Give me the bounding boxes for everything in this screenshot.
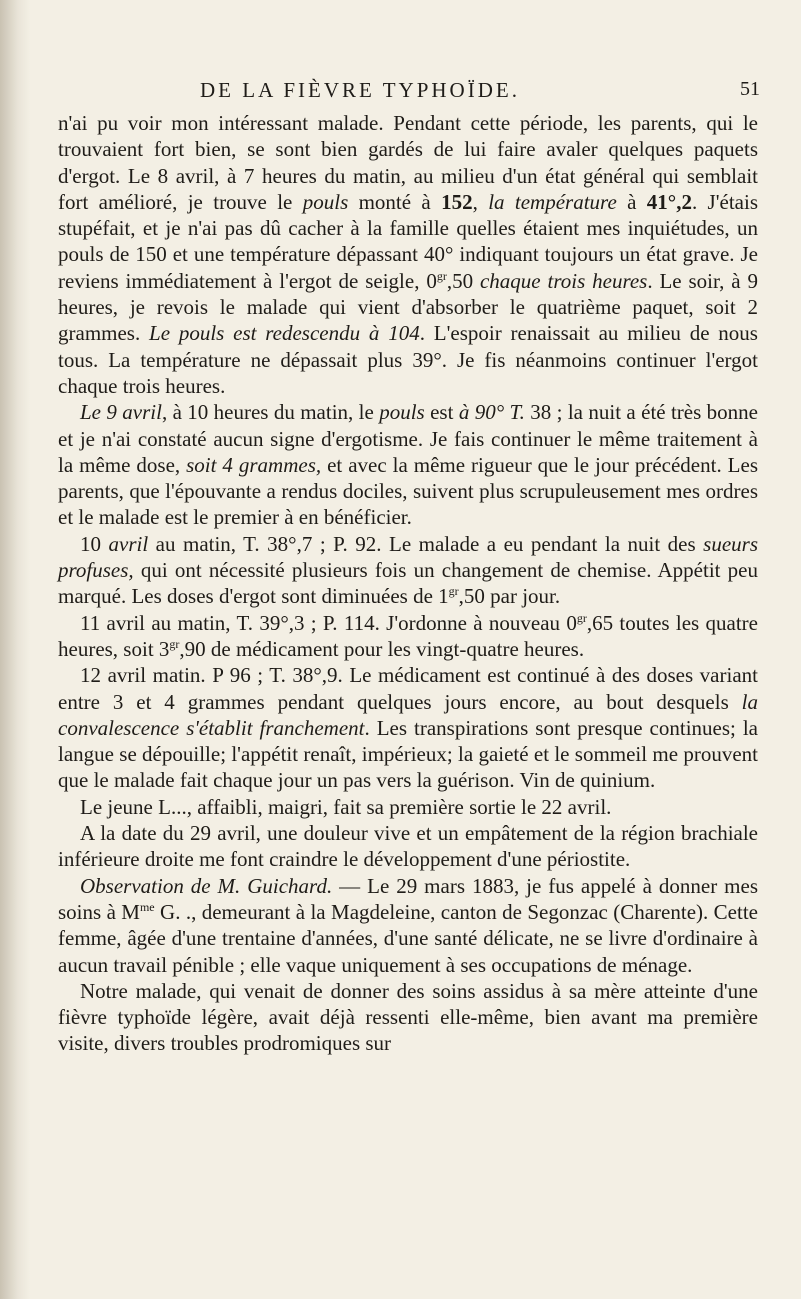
- paragraph-5: 12 avril matin. P 96 ; T. 38°,9. Le médicament est continué à des doses variant entre 3 et 4 grammes pendant quelques jours encore, au bout desquels la convalescence s'établit franchement. Les transpirations sont presque continues; la langue se dépouille; l'appétit renaît, impérieux; la gaieté et le sommeil me prouvent que le malade fait chaque jour un pas vers la guérison. Vin de quinium.: [58, 663, 759, 793]
- paragraph-3: 10 avril au matin, T. 38°,7 ; P. 92. Le malade a eu pendant la nuit des sueurs profuses, qui ont nécessité plusieurs fois un changement de chemise. Appétit peu marqué. Les doses d'ergot sont diminuées de $1^{gr},50$ par jour.: [58, 531, 758, 609]
- body-text: [58, 110, 758, 1057]
- paragraph-1: n'ai pu voir mon intéressant malade. Pendant cette période, les parents, qui le trouvaient fort bien, se sont bien gardés de lui faire avaler quelques paquets d'ergot. Le 8 avril, à 7 heures du matin, au milieu d'un état général qui semblait fort amélioré, je trouve le pouls monté à 152, la température à 41°,2. J'étais stupéfait, et je n'ai pas dû cacher à la famille quelles étaient mes inquiétudes, un pouls de 150 et une température dépassant 40° indiquant toujours un état grave. Je reviens immédiatement à l'ergot de seigle, $0^{gr},50$ chaque trois heures. Le soir, à 9 heures, je revois le malade qui vient d'absorber le quatrième paquet, soit 2 grammes. Le pouls est redescendu à 104. L'espoir renaissait au milieu de nous tous. La température ne dépassait plus 39°. Je fis néanmoins continuer l'ergot chaque trois heures.: [58, 111, 759, 398]
- page-number: 51: [740, 78, 760, 100]
- paragraph-4: 11 avril au matin, T. 39°,3 ; P. 114. J'ordonne à nouveau $0^{gr},65$ toutes les quatre heures, soit $3^{gr},90$ de médicament pour les vingt-quatre heures.: [58, 610, 758, 661]
- paragraph-6: Le jeune L..., affaibli, maigri, fait sa première sortie le 22 avril.: [80, 794, 612, 819]
- paragraph-9: Notre malade, qui venait de donner des soins assidus à sa mère atteinte d'une fièvre typhoïde légère, avait déjà ressenti elle-même, bien avant ma première visite, divers troubles prodromiques sur: [58, 978, 758, 1056]
- paragraph-2: Le 9 avril, à 10 heures du matin, le pouls est à 90° T. 38 ; la nuit a été très bonne et je n'ai constaté aucun signe d'ergotisme. Je fais continuer le même traitement à la même dose, soit 4 grammes, et avec la même rigueur que le jour précédent. Les parents, que l'épouvante a rendus dociles, suivent plus scrupuleusement mes ordres et le malade est le premier à en bénéficier.: [58, 400, 758, 530]
- page-header: [60, 78, 760, 104]
- paragraph-7: A la date du 29 avril, une douleur vive et un empâtement de la région brachiale inférieure droite me font craindre le développement d'une périostite.: [58, 821, 758, 872]
- paragraph-8: Observation de M. Guichard. — Le 29 mars 1883, je fus appelé à donner mes soins à $M^{me}$ G. ., demeurant à la Magdeleine, canton de Segonzac (Charente). Cette femme, âgée d'une trentaine d'années, d'une santé délicate, ne se livre d'ordinaire à aucun travail pénible ; elle vaque uniquement à ses occupations de ménage.: [58, 873, 758, 977]
- running-title: DE LA FIÈVRE TYPHOÏDE.: [200, 78, 520, 102]
- page-gutter-shadow: [0, 0, 30, 1299]
